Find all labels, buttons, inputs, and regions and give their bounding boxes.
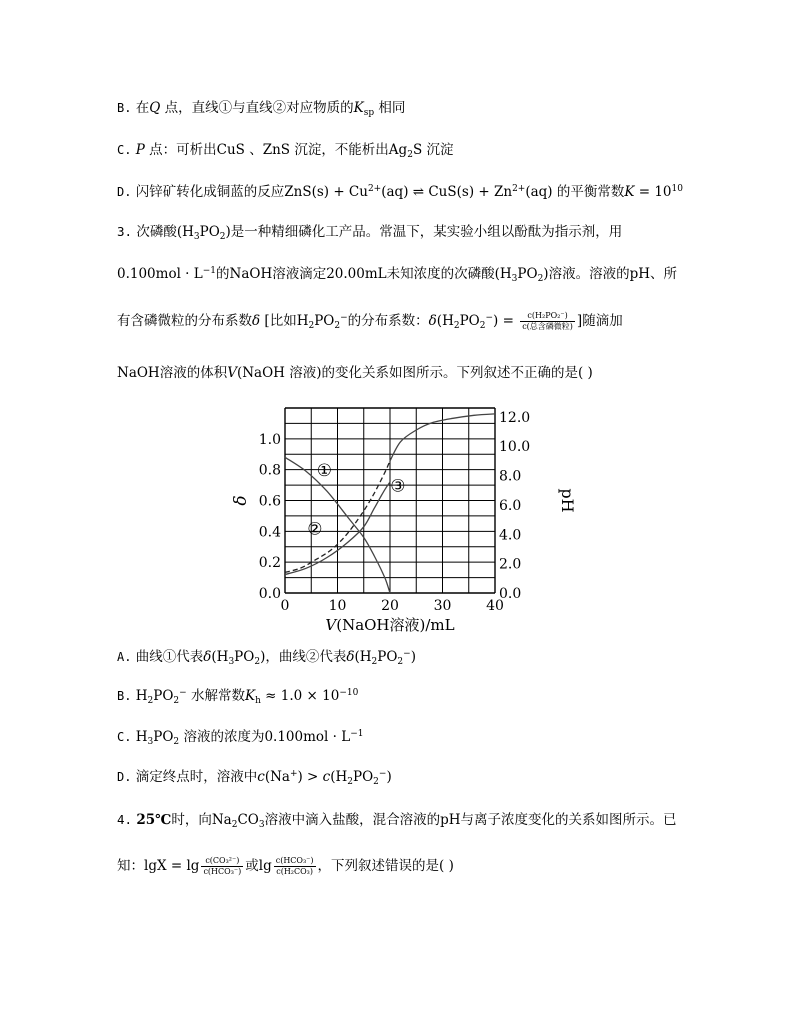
y-left-tick-label: 0.0 bbox=[258, 586, 281, 602]
q3-option-d: D. 滴定终点时，溶液中$c(Na^+) > c(H_2PO_2^-)$ bbox=[117, 769, 392, 787]
x-axis-label: V(NaOH溶液)/mL bbox=[325, 616, 455, 634]
y-left-tick-label: 0.4 bbox=[258, 524, 281, 541]
y-right-tick-label: 2.0 bbox=[499, 556, 522, 573]
x-tick-label: 30 bbox=[433, 598, 452, 614]
curve-label-3: ③ bbox=[390, 476, 406, 497]
q3-option-a: A. 曲线①代表$\delta(H_3PO_2)$，曲线②代表$\delta(H_2PO_2^-)$ bbox=[117, 649, 416, 667]
q3-option-b: B. $H_2PO_2^-$ 水解常数$K_h \approx 1.0 \times 10^{-10}$ bbox=[117, 688, 359, 706]
curve-label-1: ① bbox=[316, 460, 332, 481]
y-right-tick-label: 4.0 bbox=[499, 527, 522, 544]
prev-option-b: B. 在Q 点，直线①与直线②对应物质的$K_{sp}$ 相同 bbox=[117, 100, 406, 118]
y-right-tick-label: 8.0 bbox=[499, 468, 522, 485]
y-right-tick-label: 12.0 bbox=[499, 409, 531, 426]
x-tick-label: 40 bbox=[486, 598, 504, 614]
y-right-axis-label: pH bbox=[558, 488, 577, 513]
prev-option-d: D. 闪锌矿转化成铜蓝的反应$ZnS(s) + Cu^{2+}(aq)$ ⇌ $CuS(s) + Zn^{2+}(aq)$ 的平衡常数$K = 10^{10}$ bbox=[117, 184, 683, 200]
curve-label-2: ② bbox=[307, 519, 323, 540]
y-right-tick-label: 6.0 bbox=[499, 497, 522, 514]
distribution-fraction: $\frac{\text{c(H₂PO₂⁻)}}{\text{c(总含磷微粒)}}$ bbox=[522, 311, 573, 331]
q3-option-c: C. $H_3PO_2$ 溶液的浓度为$0.100mol \cdot L^{-1}$ bbox=[117, 729, 364, 747]
y-left-tick-label: 1.0 bbox=[258, 431, 281, 448]
x-tick-label: 10 bbox=[328, 598, 347, 614]
y-left-tick-label: 0.2 bbox=[258, 555, 281, 572]
titration-chart bbox=[231, 400, 577, 640]
y-right-tick-label: 0.0 bbox=[499, 586, 522, 602]
q3-line1: 3. 次磷酸$(H_3PO_2)$是一种精细磷化工产品。常温下，某实验小组以酚酞为指示剂，用 bbox=[117, 224, 623, 242]
x-tick-label: 0 bbox=[280, 598, 290, 614]
y-left-axis-label: δ bbox=[231, 495, 251, 506]
lgx-fraction-1: $\frac{\text{c(CO₃²⁻)}}{\text{c(HCO₃⁻)}}$ bbox=[203, 856, 242, 876]
q4-line2: 知：lgX = lg $\frac{\text{c(CO₃²⁻)}}{\text{c(HCO₃⁻)}}$ 或lg $\frac{\text{c(HCO₃⁻)}}{\text{c(H₂CO₃)}}$ ，下列叙述错误的是( ) bbox=[117, 856, 454, 876]
q3-line4: NaOH溶液的体积V(NaOH 溶液)的变化关系如图所示。下列叙述不正确的是( ) bbox=[117, 365, 593, 381]
y-left-tick-label: 0.6 bbox=[258, 493, 281, 510]
lgx-fraction-2: $\frac{\text{c(HCO₃⁻)}}{\text{c(H₂CO₃)}}$ bbox=[275, 856, 314, 876]
y-left-tick-label: 0.8 bbox=[258, 462, 281, 479]
y-right-tick-label: 10.0 bbox=[499, 439, 531, 456]
q3-line2: $0.100mol \cdot L^{-1}$的NaOH溶液滴定20.00mL未知浓度的次磷酸$(H_3PO_2)$溶液。溶液的pH、所 bbox=[117, 266, 677, 284]
q4-line1: 4. 25℃时，向$Na_2CO_3$溶液中滴入盐酸，混合溶液的pH与离子浓度变化的关系如图所示。已 bbox=[117, 812, 677, 830]
q3-line3: 有含磷微粒的分布系数δ [比如$H_2PO_2^-$的分布系数：$\delta(H_2PO_2^-)$ = $\frac{\text{c(H₂PO₂⁻)}}{\text{c(总含磷微粒)}}$ ]随滴加 bbox=[117, 311, 623, 331]
prev-option-c: C. P 点：可析出CuS 、ZnS 沉淀，不能析出$Ag_2S$ 沉淀 bbox=[117, 142, 454, 160]
x-tick-label: 20 bbox=[381, 598, 399, 614]
